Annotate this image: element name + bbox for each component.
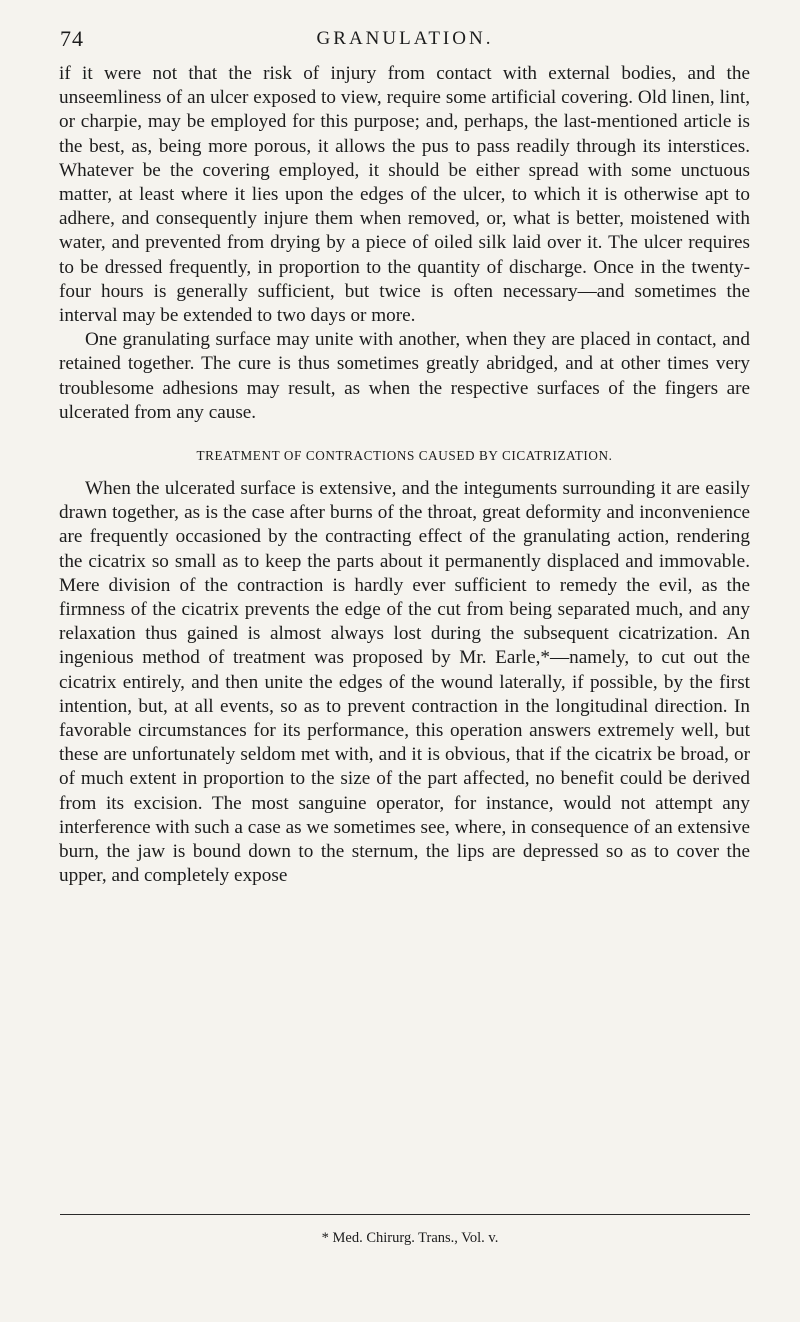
section-heading: TREATMENT OF CONTRACTIONS CAUSED BY CICATRIZATION. (196, 448, 613, 464)
page-number: 74 (60, 26, 84, 51)
paragraph-granulating-union: One granulating surface may unite with another, when they are placed in contact, and retained together. The cure is thus sometimes greatly abridged, and at other times very troublesome adhesions may result, as when the respective surfaces of the fingers are ulcerated from any cause. (59, 329, 750, 423)
footnote-divider (60, 1214, 750, 1215)
body-text (59, 62, 750, 889)
paragraph-continued: if it were not that the risk of injury from contact with external bodies, and the unseemliness of an ulcer exposed to view, require some artificial covering. Old linen, lint, or charpie, may be employed for this purpose; and, perhaps, the last-mentioned article is the best, as, being more porous, it allows the pus to pass readily through its interstices. Whatever be the covering employed, it should be either spread with some unctuous matter, at least where it lies upon the edges of the ulcer, to which it is otherwise apt to adhere, and consequently injure them when removed, or, what is better, moistened with water, and prevented from drying by a piece of oiled silk laid over it. The ulcer requires to be dressed frequently, in proportion to the quantity of discharge. Once in the twenty-four hours is generally sufficient, but twice is often necessary—and sometimes the interval may be extended to two days or more. (59, 63, 750, 327)
paragraph-contractions: When the ulcerated surface is extensive, and the integuments surrounding it are easily drawn together, as is the case after burns of the throat, great deformity and inconvenience are frequently occasioned by the contracting effect of the granulating action, rendering the cicatrix so small as to keep the parts about it permanently displaced and immovable. Mere division of the contraction is hardly ever sufficient to remedy the evil, as the firmness of the cicatrix prevents the edge of the cut from being separated much, and any relaxation thus gained is almost always lost during the subsequent cicatrization. An ingenious method of treatment was proposed by Mr. Earle,*—namely, to cut out the cicatrix entirely, and then unite the edges of the wound laterally, if possible, by the first intention, but, at all events, so as to prevent contraction in the longitudinal direction. In favorable circumstances for its performance, this operation answers extremely well, but these are unfortunately seldom met with, and it is obvious, that if the cicatrix be broad, or of much extent in proportion to the size of the part affected, no benefit could be derived from its excision. The most sanguine operator, for instance, would not attempt any interference with such a case as we sometimes see, where, in consequence of an extensive burn, the jaw is bound down to the sternum, the lips are depressed so as to cover the upper, and completely expose (59, 478, 750, 887)
running-head (60, 26, 750, 54)
running-title: GRANULATION. (316, 28, 494, 49)
footnote: * Med. Chirurg. Trans., Vol. v. (321, 1230, 499, 1246)
